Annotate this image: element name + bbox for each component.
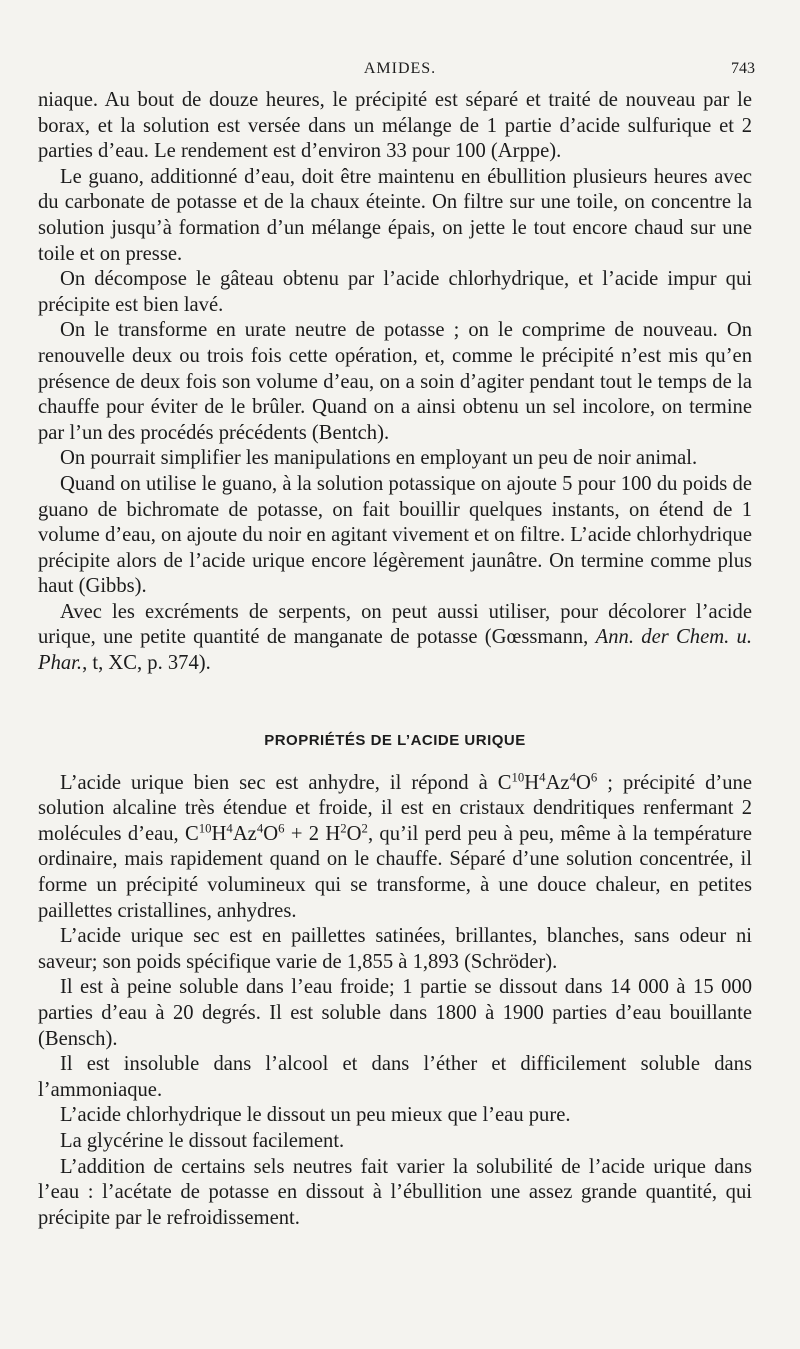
formula-symbol: H (211, 822, 227, 845)
paragraph: L’addition de certains sels neutres fait varier la solubilité de l’acide urique dans l’eau : l’acétate de potasse en dissout à l’ébullition une assez grande quantité, qui précipite par le refroidissement. (38, 1155, 752, 1229)
paragraph: On pourrait simplifier les manipulations en employant un peu de noir animal. (60, 447, 698, 470)
formula-symbol: Az (545, 771, 570, 794)
paragraph: Il est insoluble dans l’alcool et dans l’éther et difficilement soluble dans l’ammoniaque. (38, 1053, 752, 1101)
formula-subscript: 4 (256, 821, 264, 836)
formula-subscript: 4 (226, 821, 233, 836)
body-text (38, 88, 752, 1231)
journal-citation: Ann. der Chem. u. Phar. (38, 626, 752, 675)
paragraph: L’acide urique sec est en paillettes satinées, brillantes, blanches, sans odeur ni saveur; son poids spécifique varie de 1,855 à 1,893 (Schröder). (38, 925, 752, 973)
formula-symbol: O (346, 822, 362, 845)
reference-paragraph (38, 600, 752, 677)
formula-subscript: 4 (569, 770, 576, 784)
formula-symbol: O (575, 771, 591, 794)
formula-paragraph (38, 771, 752, 925)
formula-subscript: 10 (511, 770, 525, 784)
paragraph: La glycérine le dissout facilement. (60, 1129, 345, 1152)
paragraph: L’acide chlorhydrique le dissout un peu mieux que l’eau pure. (60, 1104, 571, 1127)
paragraph-text: ; précipité d’une solution alcaline très étendue et froide, il est en cristaux dendritiques renfermant 2 molécules d’eau, C (38, 771, 752, 845)
paragraph-text: Avec les excréments de serpents, on peut aussi utiliser, pour décolorer l’acide urique, une petite quantité de manganate de potasse (Gœssmann, (38, 600, 752, 649)
formula-subscript: 4 (539, 770, 546, 784)
paragraph: Il est à peine soluble dans l’eau froide; 1 partie se dissout dans 14 000 à 15 000 parties d’eau à 20 degrés. Il est soluble dans 1800 à 1900 parties d’eau bouillante (Bensch). (38, 976, 752, 1050)
formula-subscript: 6 (278, 821, 285, 836)
paragraph: Le guano, additionné d’eau, doit être maintenu en ébullition plusieurs heures avec du carbonate de potasse et de la chaux éteinte. On filtre sur une toile, on concentre la solution jusqu’à formation d’un mélange épais, on jette le tout encore chaud sur une toile et on presse. (38, 165, 752, 265)
running-title: AMIDES. (363, 60, 437, 77)
paragraph: niaque. Au bout de douze heures, le précipité est séparé et traité de nouveau par le borax, et la solution est versée dans un mélange de 1 partie d’acide sulfurique et 2 parties d’eau. Le rendement est d’environ 33 pour 100 (Arppe). (38, 89, 752, 163)
formula-symbol: Az (232, 822, 257, 845)
paragraph: On le transforme en urate neutre de potasse ; on le comprime de nouveau. On renouvelle deux ou trois fois cette opération, et, comme le précipité n’est mis qu’en présence de deux fois son volume d’eau, on a soin d’agiter pendant tout le temps de la chauffe pour éviter de le brûler. Quand on a ainsi obtenu un sel incolore, on termine par l’un des procédés précédents (Bentch). (38, 319, 752, 444)
formula-subscript: 2 (361, 821, 368, 836)
page-number: 743 (731, 60, 755, 77)
paragraph: Quand on utilise le guano, à la solution potassique on ajoute 5 pour 100 du poids de guano de bichromate de potasse, on fait bouillir quelques instants, on étend de 1 volume d’eau, on ajoute du noir en agitant vivement et on filtre. L’acide chlorhydrique précipite alors de l’acide urique encore légèrement jaunâtre. On termine comme plus haut (Gibbs). (38, 472, 752, 598)
formula-subscript: 2 (340, 821, 347, 836)
paragraph: On décompose le gâteau obtenu par l’acide chlorhydrique, et l’acide impur qui précipite est bien lavé. (38, 268, 752, 316)
formula-symbol: O (263, 822, 279, 845)
formula-symbol: + 2 H (284, 822, 341, 845)
formula-subscript: 6 (590, 770, 598, 784)
paragraph-text: , qu’il perd peu à peu, même à la température ordinaire, mais rapidement quand on le chauffe. Séparé d’une solution concentrée, il forme un précipité volumineux qui se transforme, à une douce chaleur, en petites paillettes cristallines, anhydres. (38, 822, 752, 922)
formula-subscript: 10 (198, 821, 212, 836)
paragraph-text: L’acide urique bien sec est anhydre, il répond à C (60, 771, 512, 794)
paragraph-text: , t, XC, p. 374). (82, 652, 211, 675)
running-head (0, 60, 800, 84)
formula-symbol: H (524, 771, 540, 794)
section-heading: PROPRIÉTÉS DE L’ACIDE URIQUE (264, 731, 526, 749)
